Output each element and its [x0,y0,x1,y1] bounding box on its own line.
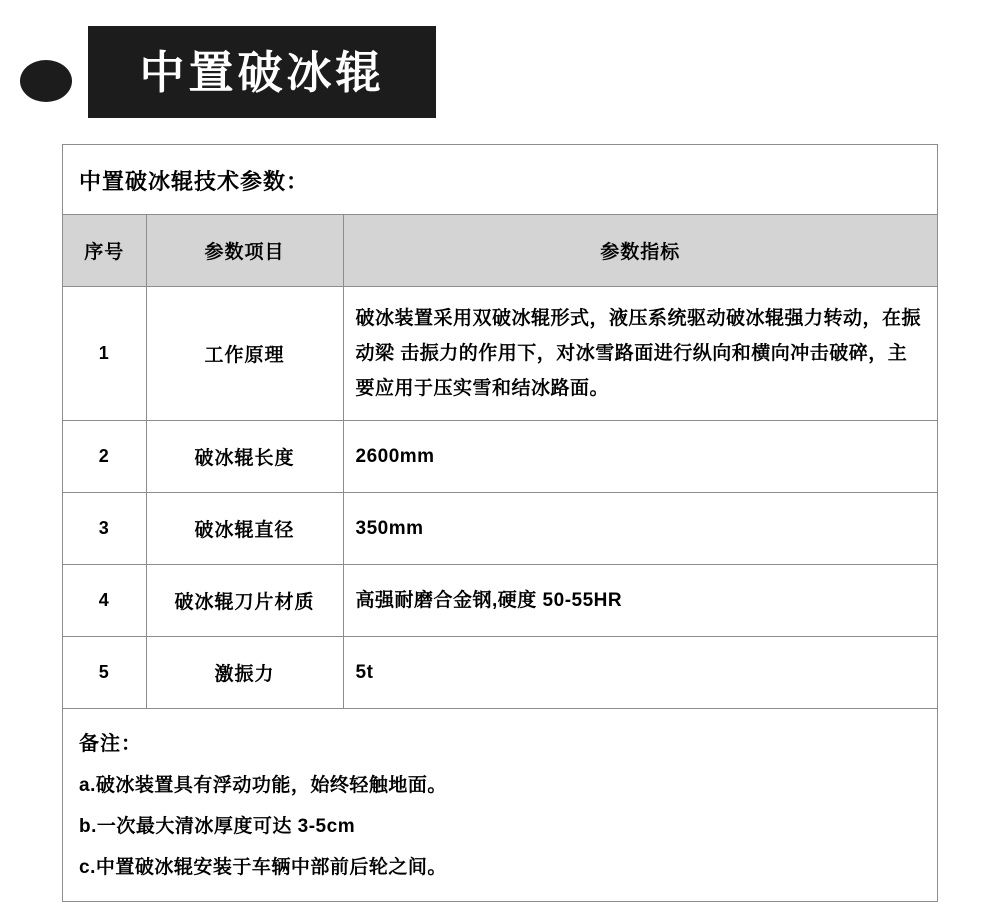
table-row [63,637,937,709]
note-item: c.中置破冰辊安装于车辆中部前后轮之间。 [79,857,447,879]
notes-section [63,709,937,901]
cell-no: 5 [63,637,146,709]
column-header-no: 序号 [63,215,146,287]
circle-bullet-icon [20,60,72,102]
table-row [63,421,937,493]
cell-value: 高强耐磨合金钢,硬度 50-55HR [343,565,937,637]
cell-value: 5t [343,637,937,709]
note-item: b.一次最大清冰厚度可达 3-5cm [79,816,356,838]
cell-item: 破冰辊直径 [146,493,343,565]
notes-title: 备注： [79,733,142,756]
cell-item: 工作原理 [146,287,343,421]
spec-table-caption: 中置破冰辊技术参数： [79,169,310,194]
page-title: 中置破冰辊 [139,46,385,98]
table-row [63,287,937,421]
table-header-row [63,215,937,287]
cell-value: 2600mm [343,421,937,493]
cell-item: 破冰辊刀片材质 [146,565,343,637]
cell-no: 4 [63,565,146,637]
spec-table-block [62,144,938,902]
table-row [63,565,937,637]
cell-value: 350mm [343,493,937,565]
note-item: a.破冰装置具有浮动功能，始终轻触地面。 [79,775,447,797]
table-row [63,493,937,565]
cell-item: 破冰辊长度 [146,421,343,493]
spec-table [63,214,937,709]
column-header-value: 参数指标 [343,215,937,287]
cell-no: 3 [63,493,146,565]
cell-value: 破冰装置采用双破冰辊形式，液压系统驱动破冰辊强力转动，在振动梁 击振力的作用下，对冰雪路面进行纵向和横向冲击破碎，主要应用于压实雪和结冰路面。 [343,287,937,421]
cell-item: 激振力 [146,637,343,709]
cell-no: 2 [63,421,146,493]
column-header-item: 参数项目 [146,215,343,287]
page-header [0,18,1000,108]
title-banner [88,26,436,118]
cell-no: 1 [63,287,146,421]
